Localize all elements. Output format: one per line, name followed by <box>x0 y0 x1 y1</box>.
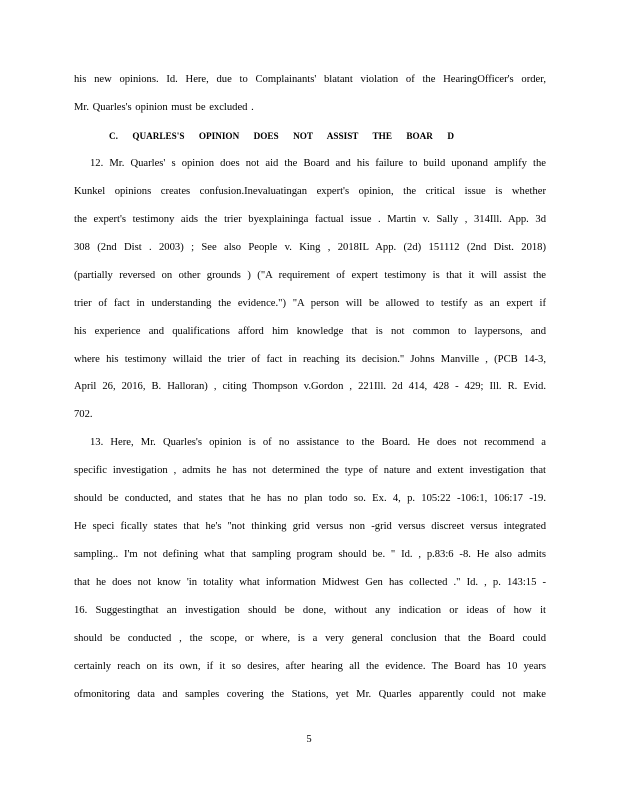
body-line: (partially reversed on other grounds ) ("A requirement of expert testimony is that it will assist the <box>74 270 546 281</box>
body-line: 702. <box>74 409 93 420</box>
body-line: the expert's testimony aids the trier byexplaininga factual issue . Martin v. Sally , 314Ill. App. 3d <box>74 214 546 225</box>
body-line: 12. Mr. Quarles' s opinion does not aid the Board and his failure to build uponand amplify the <box>90 158 546 169</box>
body-line: 13. Here, Mr. Quarles's opinion is of no assistance to the Board. He does not recommend a <box>90 437 546 448</box>
body-line: where his testimony willaid the trier of fact in reaching its decision." Johns Manville , (PCB 14-3, <box>74 354 546 365</box>
body-line: should be conducted , the scope, or where, is a very general conclusion that the Board could <box>74 633 546 644</box>
body-line: that he does not know 'in totality what information Midwest Gen has collected ." Id. , p. 143:15 - <box>74 577 546 588</box>
body-line: April 26, 2016, B. Halloran) , citing Thompson v.Gordon , 221Ill. 2d 414, 428 - 429; Ill. R. Evid. <box>74 381 546 392</box>
body-line: He speci fically states that he's ''not thinking grid versus non -grid versus discreet versus integrated <box>74 521 546 532</box>
body-line: ofmonitoring data and samples covering the Stations, yet Mr. Quarles apparently could not make <box>74 689 546 700</box>
body-line: should be conducted, and states that he has no plan todo so. Ex. 4, p. 105:22 -106:1, 106:17 -19. <box>74 493 546 504</box>
body-line: his experience and qualifications afford him knowledge that is not common to laypersons, and <box>74 326 546 337</box>
page-number: 5 <box>306 734 312 745</box>
body-line: sampling.. I'm not defining what that sampling program should be. " Id. , p.83:6 -8. He also admits <box>74 549 546 560</box>
section-heading: C. QUARLES'S OPINION DOES NOT ASSIST THE BOAR D <box>109 131 454 141</box>
body-line: his new opinions. Id. Here, due to Complainants' blatant violation of the HearingOfficer's order, <box>74 74 546 85</box>
body-line: trier of fact in understanding the evidence.") "A person will be allowed to testify as an expert if <box>74 298 546 309</box>
body-line: Kunkel opinions creates confusion.Inevaluatingan expert's opinion, the critical issue is whether <box>74 186 546 197</box>
body-line: certainly reach on its own, if it so desires, after hearing all the evidence. The Board has 10 years <box>74 661 546 672</box>
body-line: 16. Suggestingthat an investigation should be done, without any indication or ideas of how it <box>74 605 546 616</box>
body-line: Mr. Quarles's opinion must be excluded . <box>74 102 254 113</box>
body-line: 308 (2nd Dist . 2003) ; See also People v. King , 2018IL App. (2d) 151112 (2nd Dist. 2018) <box>74 242 546 253</box>
body-line: specific investigation , admits he has not determined the type of nature and extent investigation that <box>74 465 546 476</box>
